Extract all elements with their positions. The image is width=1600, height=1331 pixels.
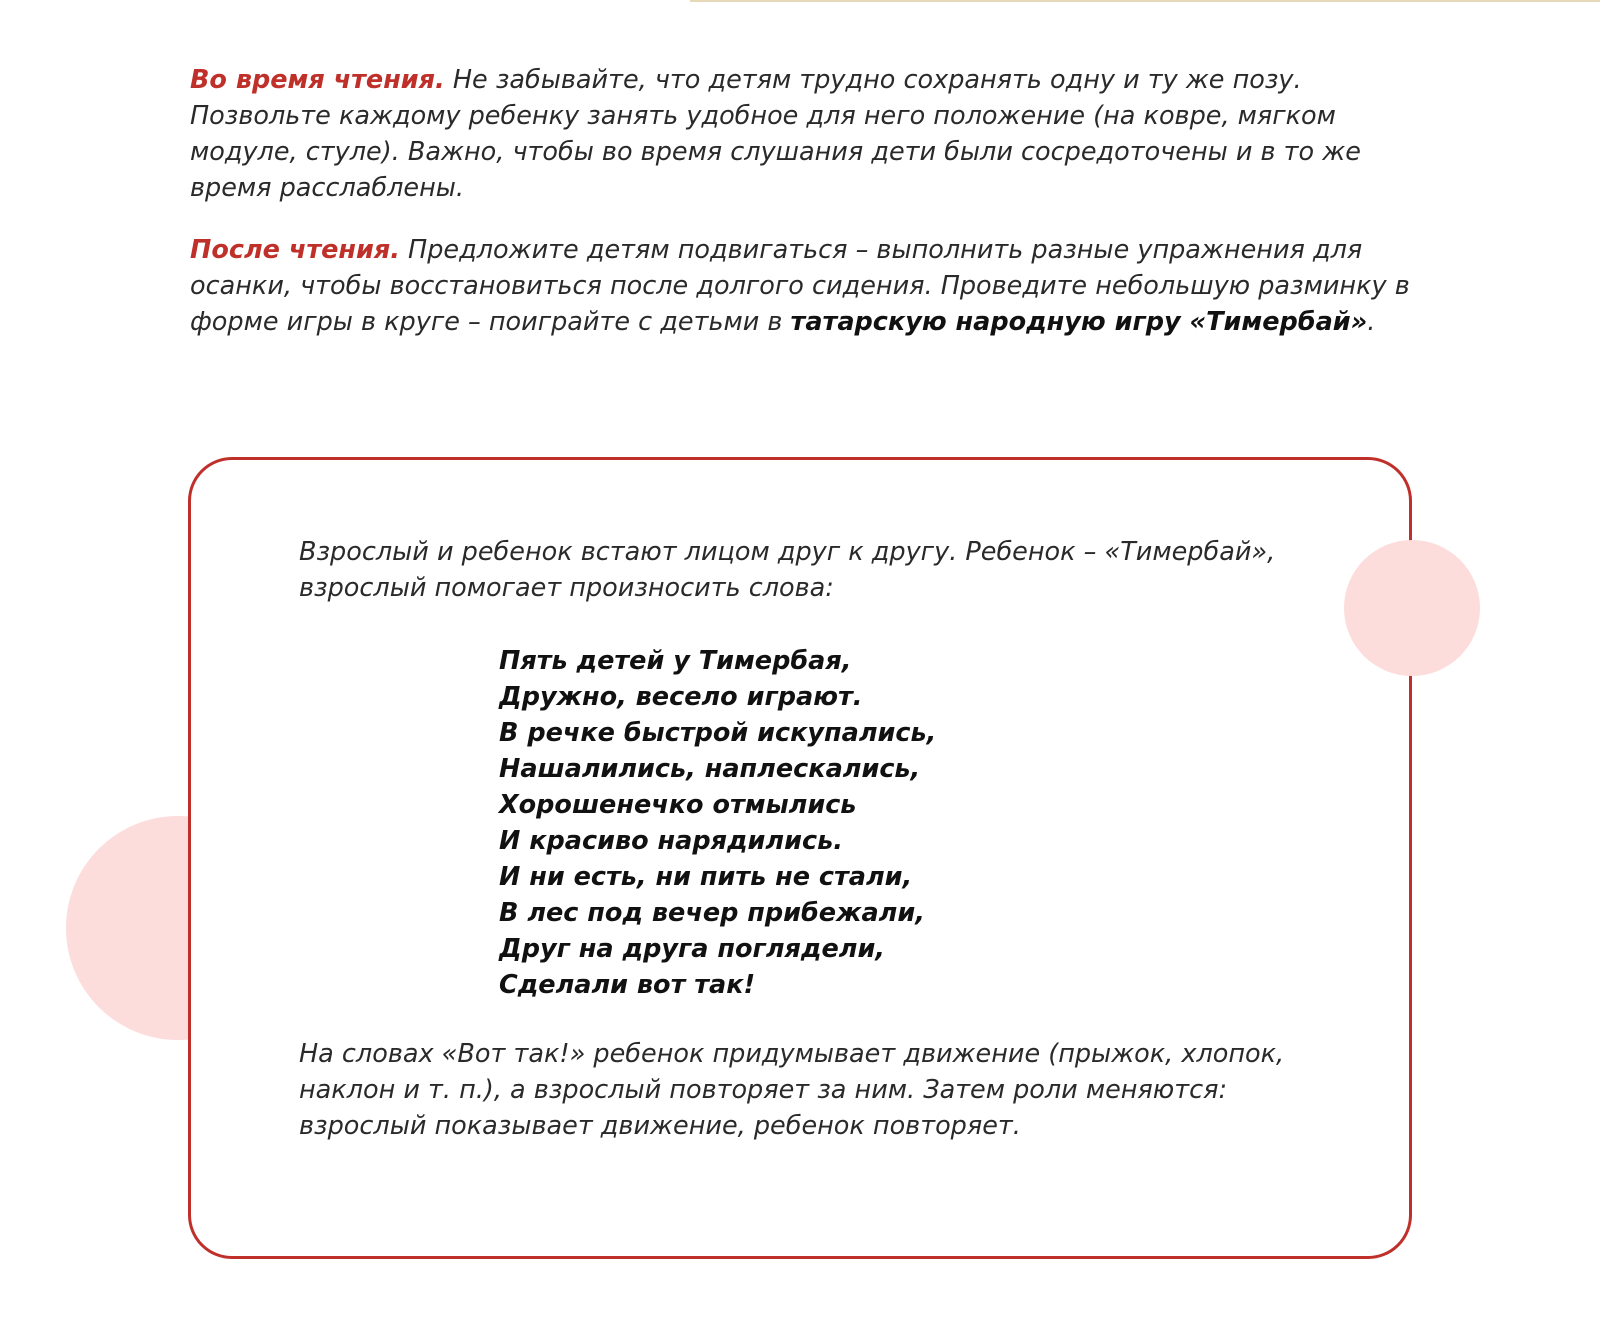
game-box — [188, 457, 1412, 1259]
reading-guidance — [190, 62, 1430, 366]
after-reading-end: . — [1367, 307, 1376, 337]
poem-line: Друг на друга поглядели, — [499, 934, 885, 964]
poem-line: Дружно, весело играют. — [499, 682, 863, 712]
poem-line: Сделали вот так! — [499, 970, 756, 1000]
poem-line: И ни есть, ни пить не стали, — [499, 862, 913, 892]
top-rule — [690, 0, 1600, 2]
poem-line: В речке быстрой искупались, — [499, 718, 937, 748]
after-reading-heading: После чтения. — [190, 235, 400, 265]
poem — [499, 643, 936, 1003]
poem-line: Пять детей у Тимербая, — [499, 646, 852, 676]
poem-line: В лес под вечер прибежали, — [499, 898, 925, 928]
decorative-circle-right — [1344, 540, 1480, 676]
during-reading-paragraph — [190, 62, 1430, 206]
game-outro-text: На словах «Вот так!» ребенок придумывает движение (прыжок, хлопок, наклон и т. п.), а взрослый повторяет за ним. Затем роли меняются: взрослый показывает движение, ребенок повторяет. — [299, 1039, 1285, 1141]
after-reading-text: Предложите детям подвигаться – выполнить разные упражнения для осанки, чтобы восстановиться после долгого сидения. Проведите небольшую разминку в форме игры в круге – поиграйте с детьми в — [190, 235, 1410, 337]
game-intro-text: Взрослый и ребенок встают лицом друг к другу. Ребенок – «Тимербай», взрослый помогает произносить слова: — [299, 537, 1276, 603]
poem-line: Нашалились, наплескались, — [499, 754, 921, 784]
poem-line: И красиво нарядились. — [499, 826, 843, 856]
game-name: татарскую народную игру «Тимербай» — [790, 307, 1368, 337]
after-reading-paragraph — [190, 232, 1430, 340]
poem-line: Хорошенечко отмылись — [499, 790, 857, 820]
during-reading-heading: Во время чтения. — [190, 65, 445, 95]
during-reading-text: Не забывайте, что детям трудно сохранять одну и ту же позу. Позвольте каждому ребенку занять удобное для него положение (на ковре, мягком модуле, стуле). Важно, чтобы во время слушания дети были сосредоточены и в то же время расслаблены. — [190, 65, 1361, 203]
